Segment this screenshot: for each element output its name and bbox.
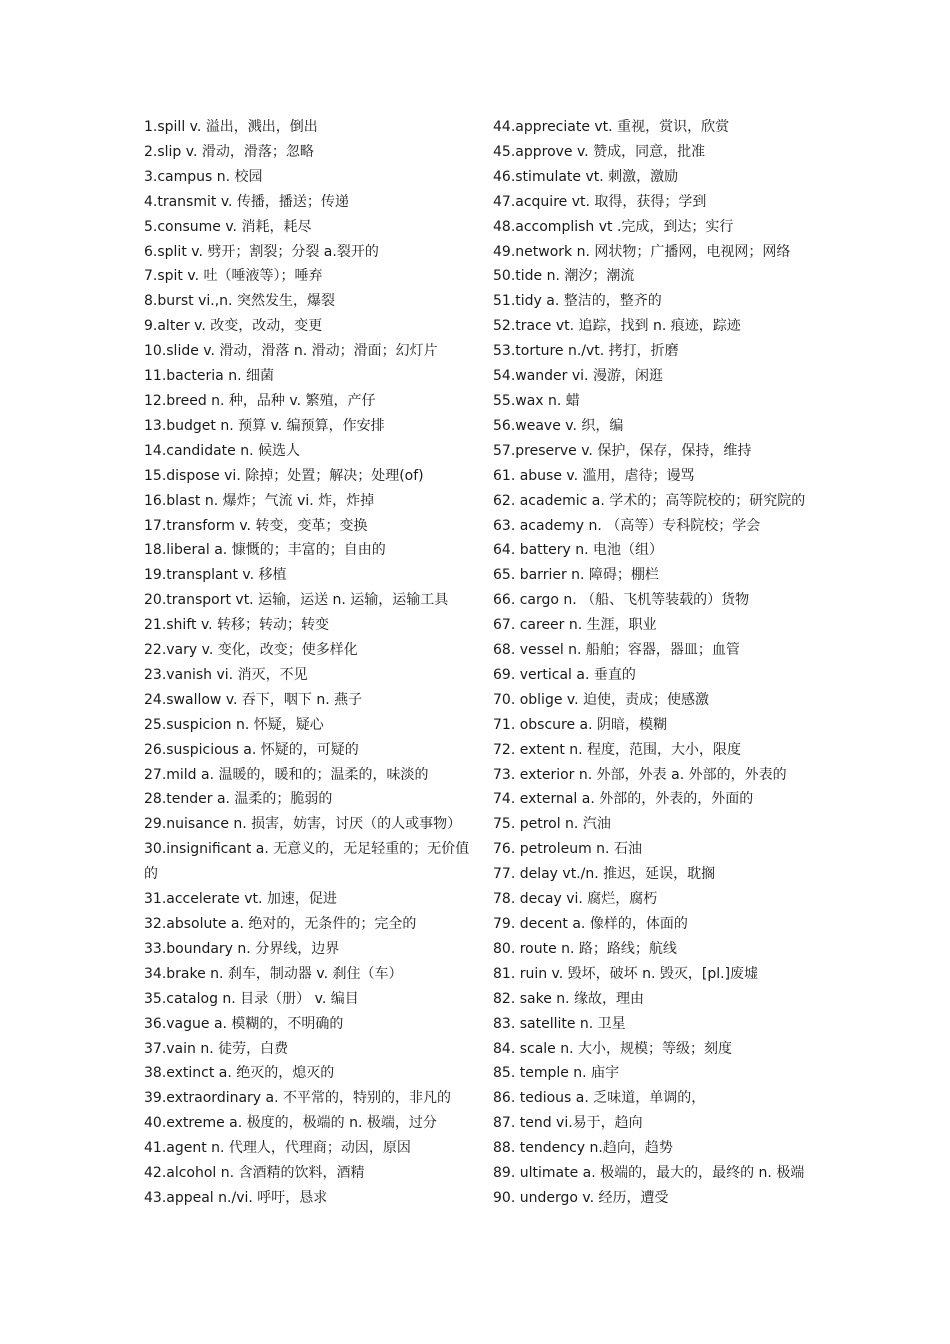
vocab-entry: 39.extraordinary a. 不平常的，特别的，非凡的 [144,1090,452,1107]
vocab-entry: 52.trace vt. 追踪，找到 n. 痕迹，踪迹 [493,318,741,335]
vocab-entry: 35.catalog n. 目录（册） v. 编目 [144,990,359,1007]
vocab-entry: 5.consume v. 消耗，耗尽 [144,218,312,235]
vocab-entry: 30.insignificant a. 无意义的，无足轻重的；无价值的 [144,841,470,883]
vocab-entry: 80. route n. 路；路线；航线 [493,940,677,957]
vocab-entry: 23.vanish vi. 消灭，不见 [144,666,308,683]
vocab-entry: 11.bacteria n. 细菌 [144,368,274,385]
vocab-entry: 40.extreme a. 极度的，极端的 n. 极端，过分 [144,1115,437,1132]
vocab-entry: 72. extent n. 程度，范围，大小，限度 [493,741,742,758]
vocab-entry: 4.transmit v. 传播，播送；传递 [144,193,349,210]
vocab-entry: 62. academic a. 学术的；高等院校的；研究院的 [493,492,806,509]
vocab-entry: 43.appeal n./vi. 呼吁，恳求 [144,1189,328,1206]
vocab-entry: 20.transport vt. 运输，运送 n. 运输，运输工具 [144,592,449,609]
vocab-entry: 45.approve v. 赞成，同意，批准 [493,143,706,160]
vocab-entry: 76. petroleum n. 石油 [493,841,642,858]
vocab-entry: 79. decent a. 像样的，体面的 [493,916,688,932]
vocab-entry: 34.brake n. 刹车，制动器 v. 刹住（车） [144,965,403,982]
vocab-entry: 68. vessel n. 船舶；容器，器皿；血管 [493,642,740,659]
vocab-entry: 51.tidy a. 整洁的，整齐的 [493,293,662,310]
vocab-entry: 13.budget n. 预算 v. 编预算，作安排 [144,417,385,434]
vocab-entry: 48.accomplish vt .完成，到达；实行 [493,218,734,235]
vocab-entry: 57.preserve v. 保护，保存，保持，维持 [493,442,752,459]
vocab-entry: 69. vertical a. 垂直的 [493,666,636,683]
vocab-entry: 63. academy n. （高等）专科院校；学会 [493,517,761,534]
right-column [493,115,823,1211]
vocab-entry: 10.slide v. 滑动，滑落 n. 滑动；滑面；幻灯片 [144,343,438,360]
vocab-entry: 64. battery n. 电池（组） [493,542,664,559]
vocab-entry: 7.spit v. 吐（唾液等）；唾弃 [144,268,323,285]
vocab-entry: 16.blast n. 爆炸；气流 vi. 炸，炸掉 [144,492,375,509]
vocab-entry: 25.suspicion n. 怀疑，疑心 [144,716,324,733]
vocab-entry: 82. sake n. 缘故，理由 [493,990,645,1007]
vocab-entry: 84. scale n. 大小，规模；等级；刻度 [493,1040,733,1057]
vocab-entry: 88. tendency n.趋向，趋势 [493,1140,673,1157]
vocab-entry: 46.stimulate vt. 刺激，激励 [493,168,679,185]
vocab-entry: 18.liberal a. 慷慨的；丰富的；自由的 [144,542,386,559]
vocab-entry: 73. exterior n. 外部，外表 a. 外部的，外表的 [493,766,787,783]
vocab-entry: 28.tender a. 温柔的；脆弱的 [144,791,333,808]
vocab-entry: 87. tend vi.易于，趋向 [493,1115,643,1132]
vocab-entry: 41.agent n. 代理人，代理商；动因，原因 [144,1140,411,1157]
vocab-entry: 17.transform v. 转变，变革；变换 [144,517,368,534]
vocab-entry: 89. ultimate a. 极端的，最大的，最终的 n. 极端 [493,1165,805,1182]
vocab-entry: 55.wax n. 蜡 [493,392,580,409]
vocab-entry: 9.alter v. 改变，改动，变更 [144,318,323,335]
vocab-entry: 74. external a. 外部的，外表的，外面的 [493,791,754,808]
vocab-entry: 8.burst vi.,n. 突然发生，爆裂 [144,293,335,310]
vocab-entry: 22.vary v. 变化，改变；使多样化 [144,642,358,659]
vocab-entry: 77. delay vt./n. 推迟，延误，耽搁 [493,866,716,883]
vocab-entry: 47.acquire vt. 取得，获得；学到 [493,193,707,210]
vocab-entry: 78. decay vi. 腐烂，腐朽 [493,891,658,908]
vocab-entry: 37.vain n. 徒劳，白费 [144,1040,289,1057]
vocab-entry: 71. obscure a. 阴暗，模糊 [493,716,668,733]
vocab-entry: 53.torture n./vt. 拷打，折磨 [493,343,679,360]
vocab-entry: 90. undergo v. 经历，遭受 [493,1189,669,1206]
vocab-entry: 19.transplant v. 移植 [144,567,287,584]
vocab-entry: 31.accelerate vt. 加速，促进 [144,891,337,908]
vocab-entry: 2.slip v. 滑动，滑落；忽略 [144,143,314,160]
vocab-entry: 38.extinct a. 绝灭的，熄灭的 [144,1065,335,1082]
vocab-entry: 42.alcohol n. 含酒精的饮料，酒精 [144,1165,365,1182]
vocab-entry: 14.candidate n. 候选人 [144,442,300,459]
vocab-entry: 65. barrier n. 障碍；棚栏 [493,567,659,584]
vocab-entry: 50.tide n. 潮汐；潮流 [493,268,635,285]
vocab-entry: 81. ruin v. 毁坏，破坏 n. 毁灭，[pl.]废墟 [493,965,759,982]
vocab-entry: 12.breed n. 种，品种 v. 繁殖，产仔 [144,392,376,409]
vocab-entry: 24.swallow v. 吞下，咽下 n. 燕子 [144,691,363,708]
vocab-entry: 32.absolute a. 绝对的，无条件的；完全的 [144,916,417,932]
vocab-entry: 83. satellite n. 卫星 [493,1015,626,1032]
vocab-entry: 67. career n. 生涯，职业 [493,617,657,634]
vocab-entry: 85. temple n. 庙宇 [493,1065,620,1082]
vocab-entry: 54.wander vi. 漫游，闲逛 [493,368,663,385]
left-column [144,115,474,1211]
vocab-entry: 66. cargo n. （船、飞机等装载的）货物 [493,592,750,609]
vocab-entry: 27.mild a. 温暖的，暖和的；温柔的，味淡的 [144,766,429,783]
vocab-entry: 61. abuse v. 滥用，虐待；谩骂 [493,467,695,484]
vocab-entry: 3.campus n. 校园 [144,168,263,185]
vocab-entry: 36.vague a. 模糊的，不明确的 [144,1015,344,1032]
vocab-entry: 33.boundary n. 分界线，边界 [144,940,340,957]
vocab-entry: 29.nuisance n. 损害，妨害，讨厌（的人或事物） [144,816,462,833]
vocab-entry: 15.dispose vi. 除掉；处置；解决；处理(of) [144,467,424,484]
vocab-entry: 56.weave v. 织，编 [493,417,624,434]
vocab-entry: 70. oblige v. 迫使，责成；使感激 [493,691,709,708]
vocab-entry: 44.appreciate vt. 重视，赏识，欣赏 [493,119,730,135]
vocab-entry: 21.shift v. 转移；转动；转变 [144,617,330,634]
vocab-entry: 26.suspicious a. 怀疑的，可疑的 [144,741,359,758]
vocab-entry: 1.spill v. 溢出，溅出，倒出 [144,119,318,135]
vocab-entry: 75. petrol n. 汽油 [493,816,611,833]
vocab-entry: 6.split v. 劈开；割裂；分裂 a.裂开的 [144,243,379,260]
vocab-entry: 86. tedious a. 乏味道，单调的， [493,1090,706,1107]
vocab-entry: 49.network n. 网状物；广播网，电视网；网络 [493,243,791,260]
